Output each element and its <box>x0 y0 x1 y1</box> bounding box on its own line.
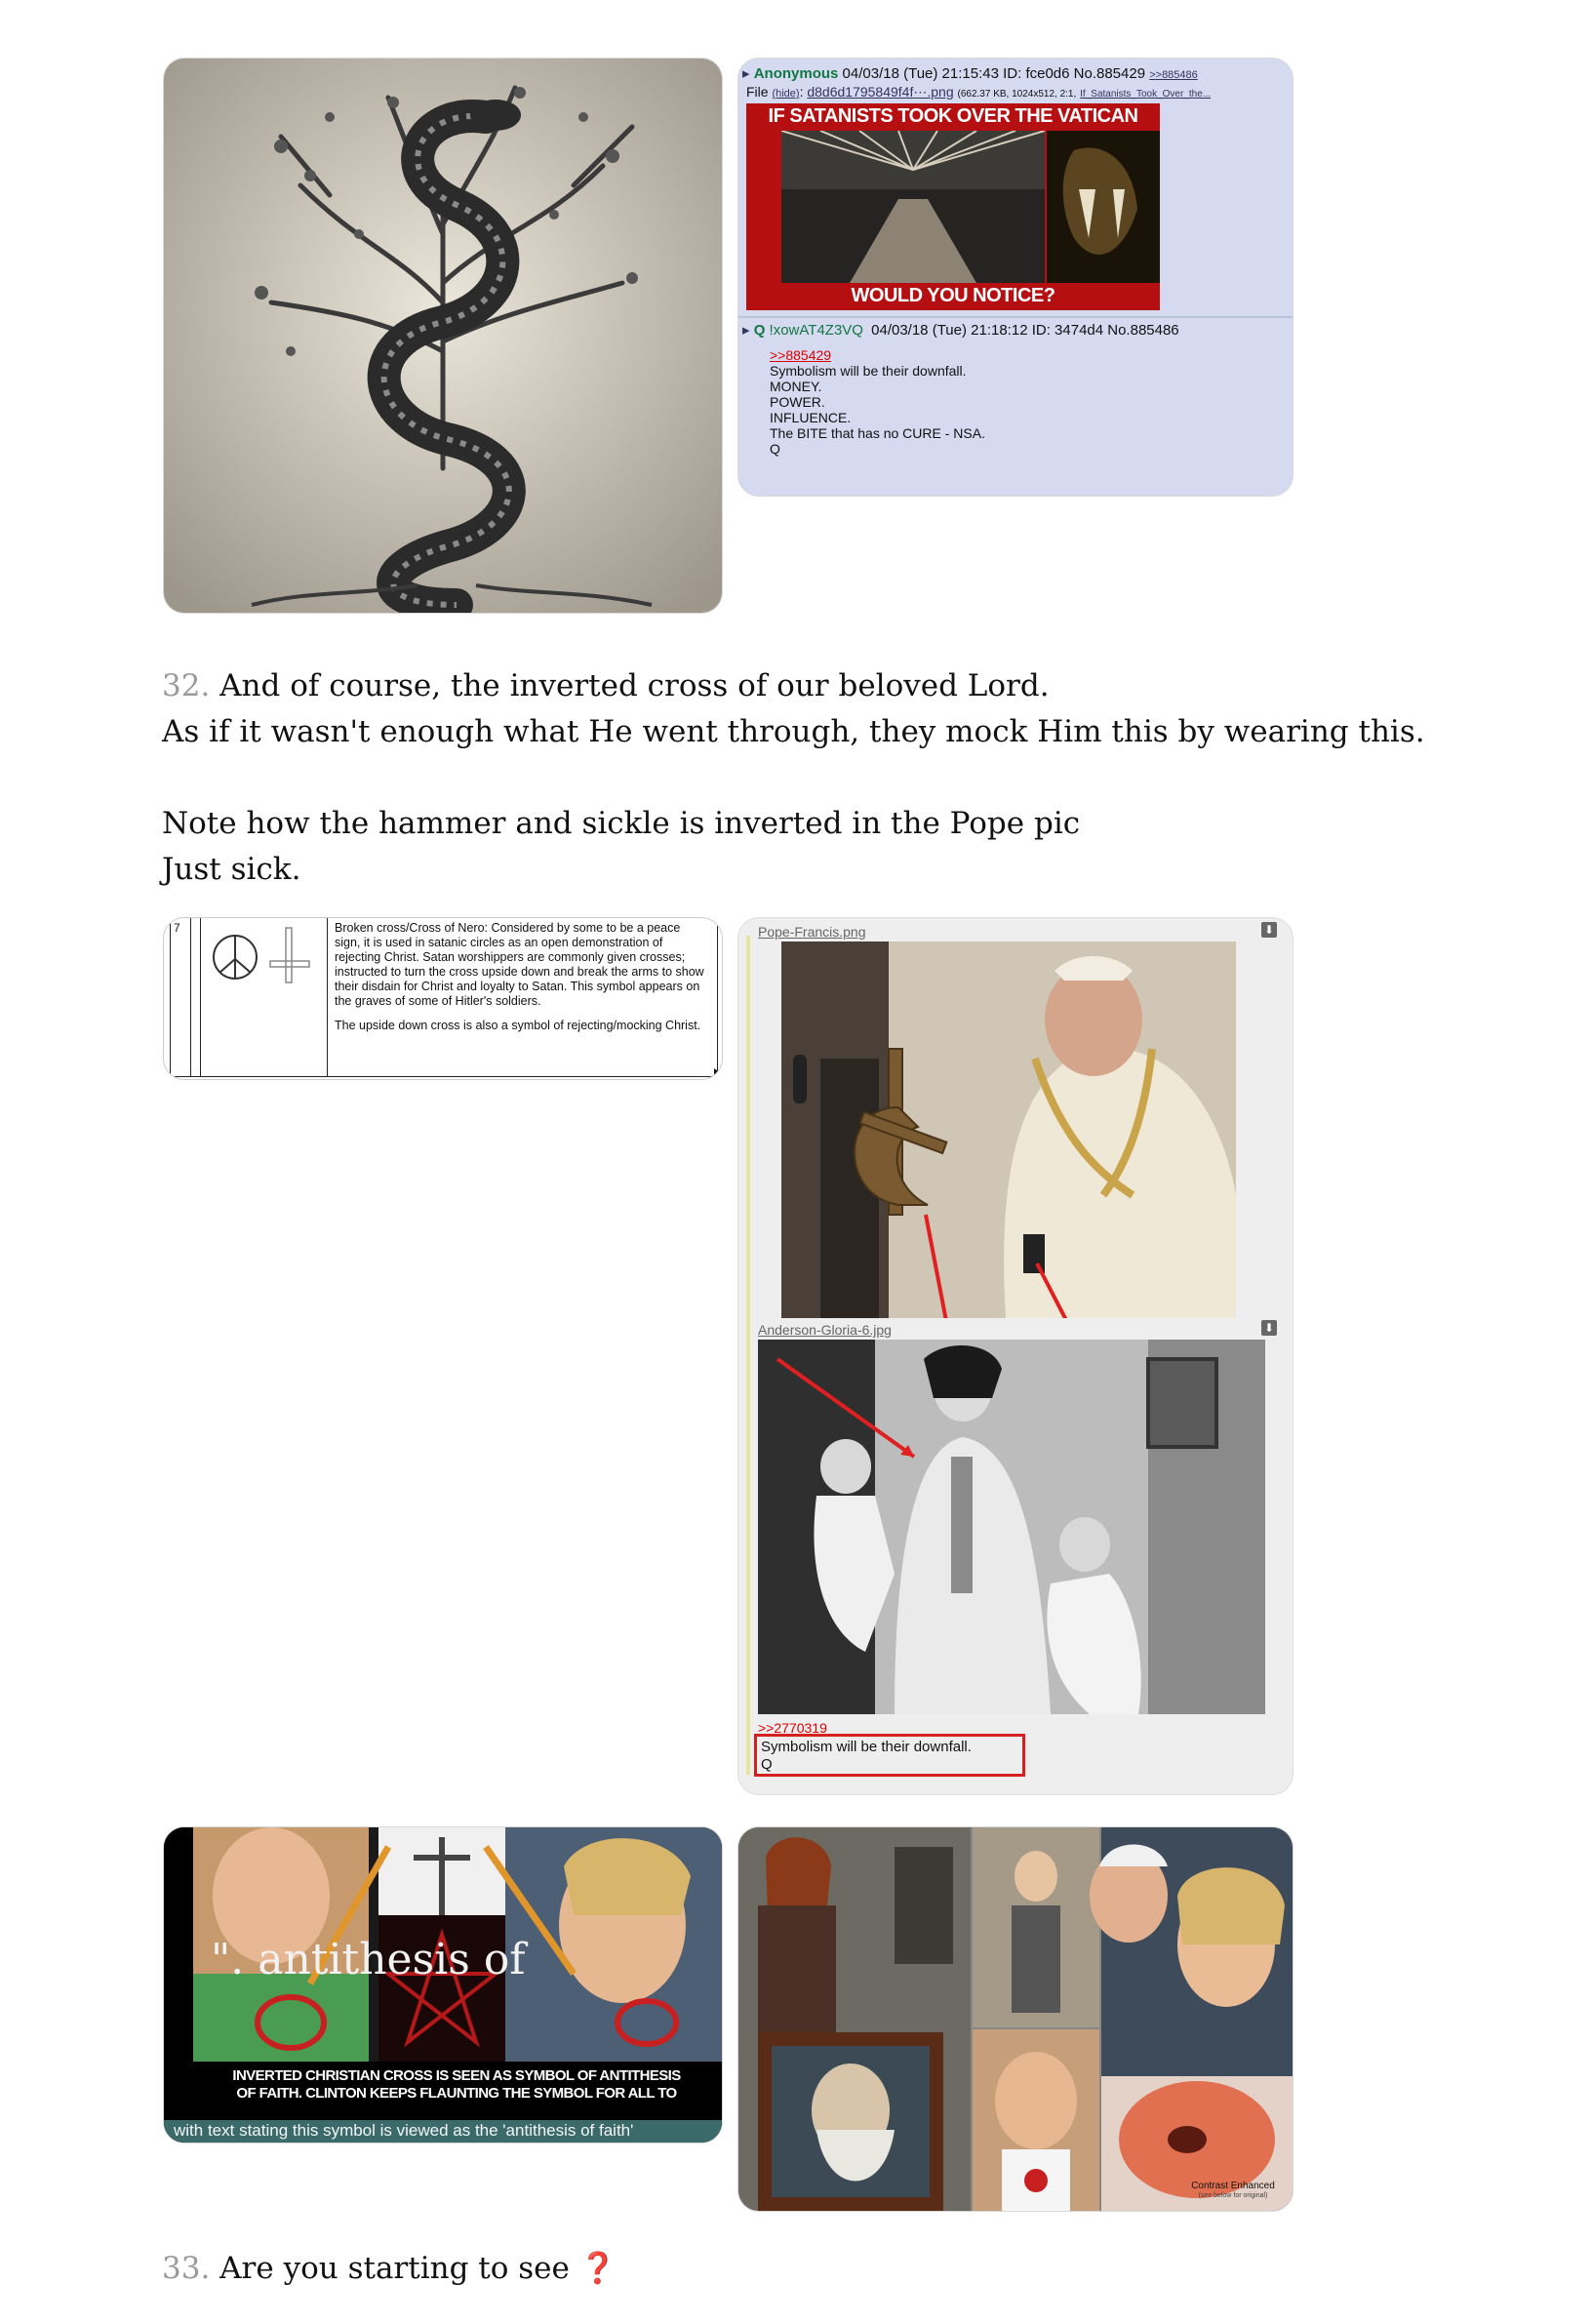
file-info-line: File (hide): d8d6d1795849f4f⋯.png (662.37 KB, 1024x512, 2:1, If_Satanists_Took_Over_the... <box>746 84 1212 100</box>
q-quote-link[interactable]: >>885429 <box>770 347 832 363</box>
antithesis-overlay-text: ". antithesis of <box>211 1935 526 1984</box>
imageboard-post-card <box>737 58 1294 497</box>
para32-line1: And of course, the inverted cross of our beloved Lord. <box>219 668 1050 703</box>
inverted-cross-caption: INVERTED CHRISTIAN CROSS IS SEEN AS SYMBOL OF ANTITHESIS OF FAITH. CLINTON KEEPS FLAUNTING THE SYMBOL FOR ALL TO <box>232 2067 681 2102</box>
clinton-cross-image-card[interactable] <box>163 1826 723 2144</box>
download-icon[interactable]: ⬇ <box>1261 922 1277 938</box>
video-subtitle: with text stating this symbol is viewed as the 'antithesis of faith' <box>164 2120 722 2143</box>
pope-photo[interactable] <box>781 942 1236 1318</box>
snake-tree-image-card[interactable] <box>163 58 723 614</box>
paragraph-32 <box>162 663 1430 893</box>
item-number: 33. <box>162 2251 211 2286</box>
item-number: 32. <box>162 668 211 703</box>
post-divider <box>738 316 1293 318</box>
q-post-arrow-icon[interactable]: ▸ <box>742 322 750 339</box>
file-label: File <box>746 84 769 100</box>
para33-text: Are you starting to see <box>219 2251 570 2286</box>
post-arrow-icon[interactable]: ▸ <box>742 65 750 82</box>
symbol-description-note: The upside down cross is also a symbol of rejecting/mocking Christ. <box>335 1019 701 1032</box>
post-meta: 04/03/18 (Tue) 21:15:43 ID: fce0d6 No.885429 <box>842 65 1146 82</box>
pope-text-line1: Symbolism will be their downfall. <box>761 1739 972 1755</box>
para32-line3: Note how the hammer and sickle is inverted in the Pope pic <box>162 806 1081 841</box>
q-line: The BITE that has no CURE - NSA. <box>770 425 985 441</box>
q-line: MONEY. <box>770 379 822 394</box>
pope-text-line2: Q <box>761 1756 773 1773</box>
q-post-meta: 04/03/18 (Tue) 21:18:12 ID: 3474d4 No.885486 <box>871 322 1179 339</box>
q-post-header <box>742 322 1179 340</box>
poster-name: Anonymous <box>753 65 839 82</box>
para32-line2: As if it wasn't enough what He went through, they mock Him this by wearing this. <box>162 714 1425 749</box>
table-resize-handle-icon[interactable] <box>714 1068 721 1078</box>
file-hide-link[interactable]: (hide) <box>772 88 800 100</box>
anderson-file-link[interactable]: Anderson-Gloria-6.jpg <box>758 1322 892 1338</box>
photo-collage <box>738 1827 1293 2211</box>
q-poster-name: Q <box>753 322 766 339</box>
symbol-description <box>335 921 705 1033</box>
file-original-name[interactable]: If_Satanists_Took_Over_the... <box>1080 89 1212 100</box>
symbol-description-text: Broken cross/Cross of Nero: Considered by some to be a peace sign, it is used in satanic circles as an open demonstration of rejecting Christ. Satan worshippers are commonly given crosses; instructed to turn the cross upside down and break the arms to show their disdain for Christ and loyalty to Satan. This symbol appears on the graves of some of Hitler's soldiers. <box>335 921 704 1008</box>
banner-top-text: IF SATANISTS TOOK OVER THE VATICAN <box>768 105 1138 127</box>
post-header <box>742 65 1198 84</box>
q-line: Q <box>770 441 780 457</box>
file-name-link[interactable]: d8d6d1795849f4f⋯.png <box>807 84 954 100</box>
file-size-info: (662.37 KB, 1024x512, 2:1, <box>957 89 1077 100</box>
symbol-table-card[interactable] <box>163 917 723 1080</box>
pope-file-link[interactable]: Pope-Francis.png <box>758 924 866 940</box>
photo-collage-card[interactable] <box>737 1826 1294 2212</box>
question-mark-icon: ❓ <box>578 2251 617 2286</box>
pope-quote-link[interactable]: >>2770319 <box>758 1720 827 1736</box>
left-accent-bar <box>746 936 750 1775</box>
symbolism-highlight-box <box>754 1734 1025 1777</box>
inverted-cross-icon <box>266 926 313 984</box>
vatican-banner-image[interactable] <box>746 103 1160 310</box>
para32-line4: Just sick. <box>162 852 301 887</box>
q-line: INFLUENCE. <box>770 410 852 425</box>
q-line: Symbolism will be their downfall. <box>770 363 967 379</box>
snake-tree-image <box>164 59 722 613</box>
banner-photo <box>781 131 1160 283</box>
anderson-family-photo[interactable] <box>758 1340 1265 1714</box>
contrast-label: Contrast Enhanced <box>1191 2181 1275 2191</box>
q-tripcode: !xowAT4Z3VQ <box>769 322 863 339</box>
table-row-number: 7 <box>174 921 180 935</box>
contrast-sublabel: (see below for original) <box>1198 2192 1268 2199</box>
paragraph-33 <box>162 2246 1430 2292</box>
banner-bottom-text: WOULD YOU NOTICE? <box>851 285 1055 306</box>
q-line: POWER. <box>770 394 825 410</box>
pope-symbolism-card <box>737 917 1294 1795</box>
q-post-body <box>770 347 985 457</box>
download-icon[interactable]: ⬇ <box>1261 1320 1277 1336</box>
post-backlink[interactable]: >>885486 <box>1149 69 1198 81</box>
peace-sign-icon <box>210 932 260 982</box>
